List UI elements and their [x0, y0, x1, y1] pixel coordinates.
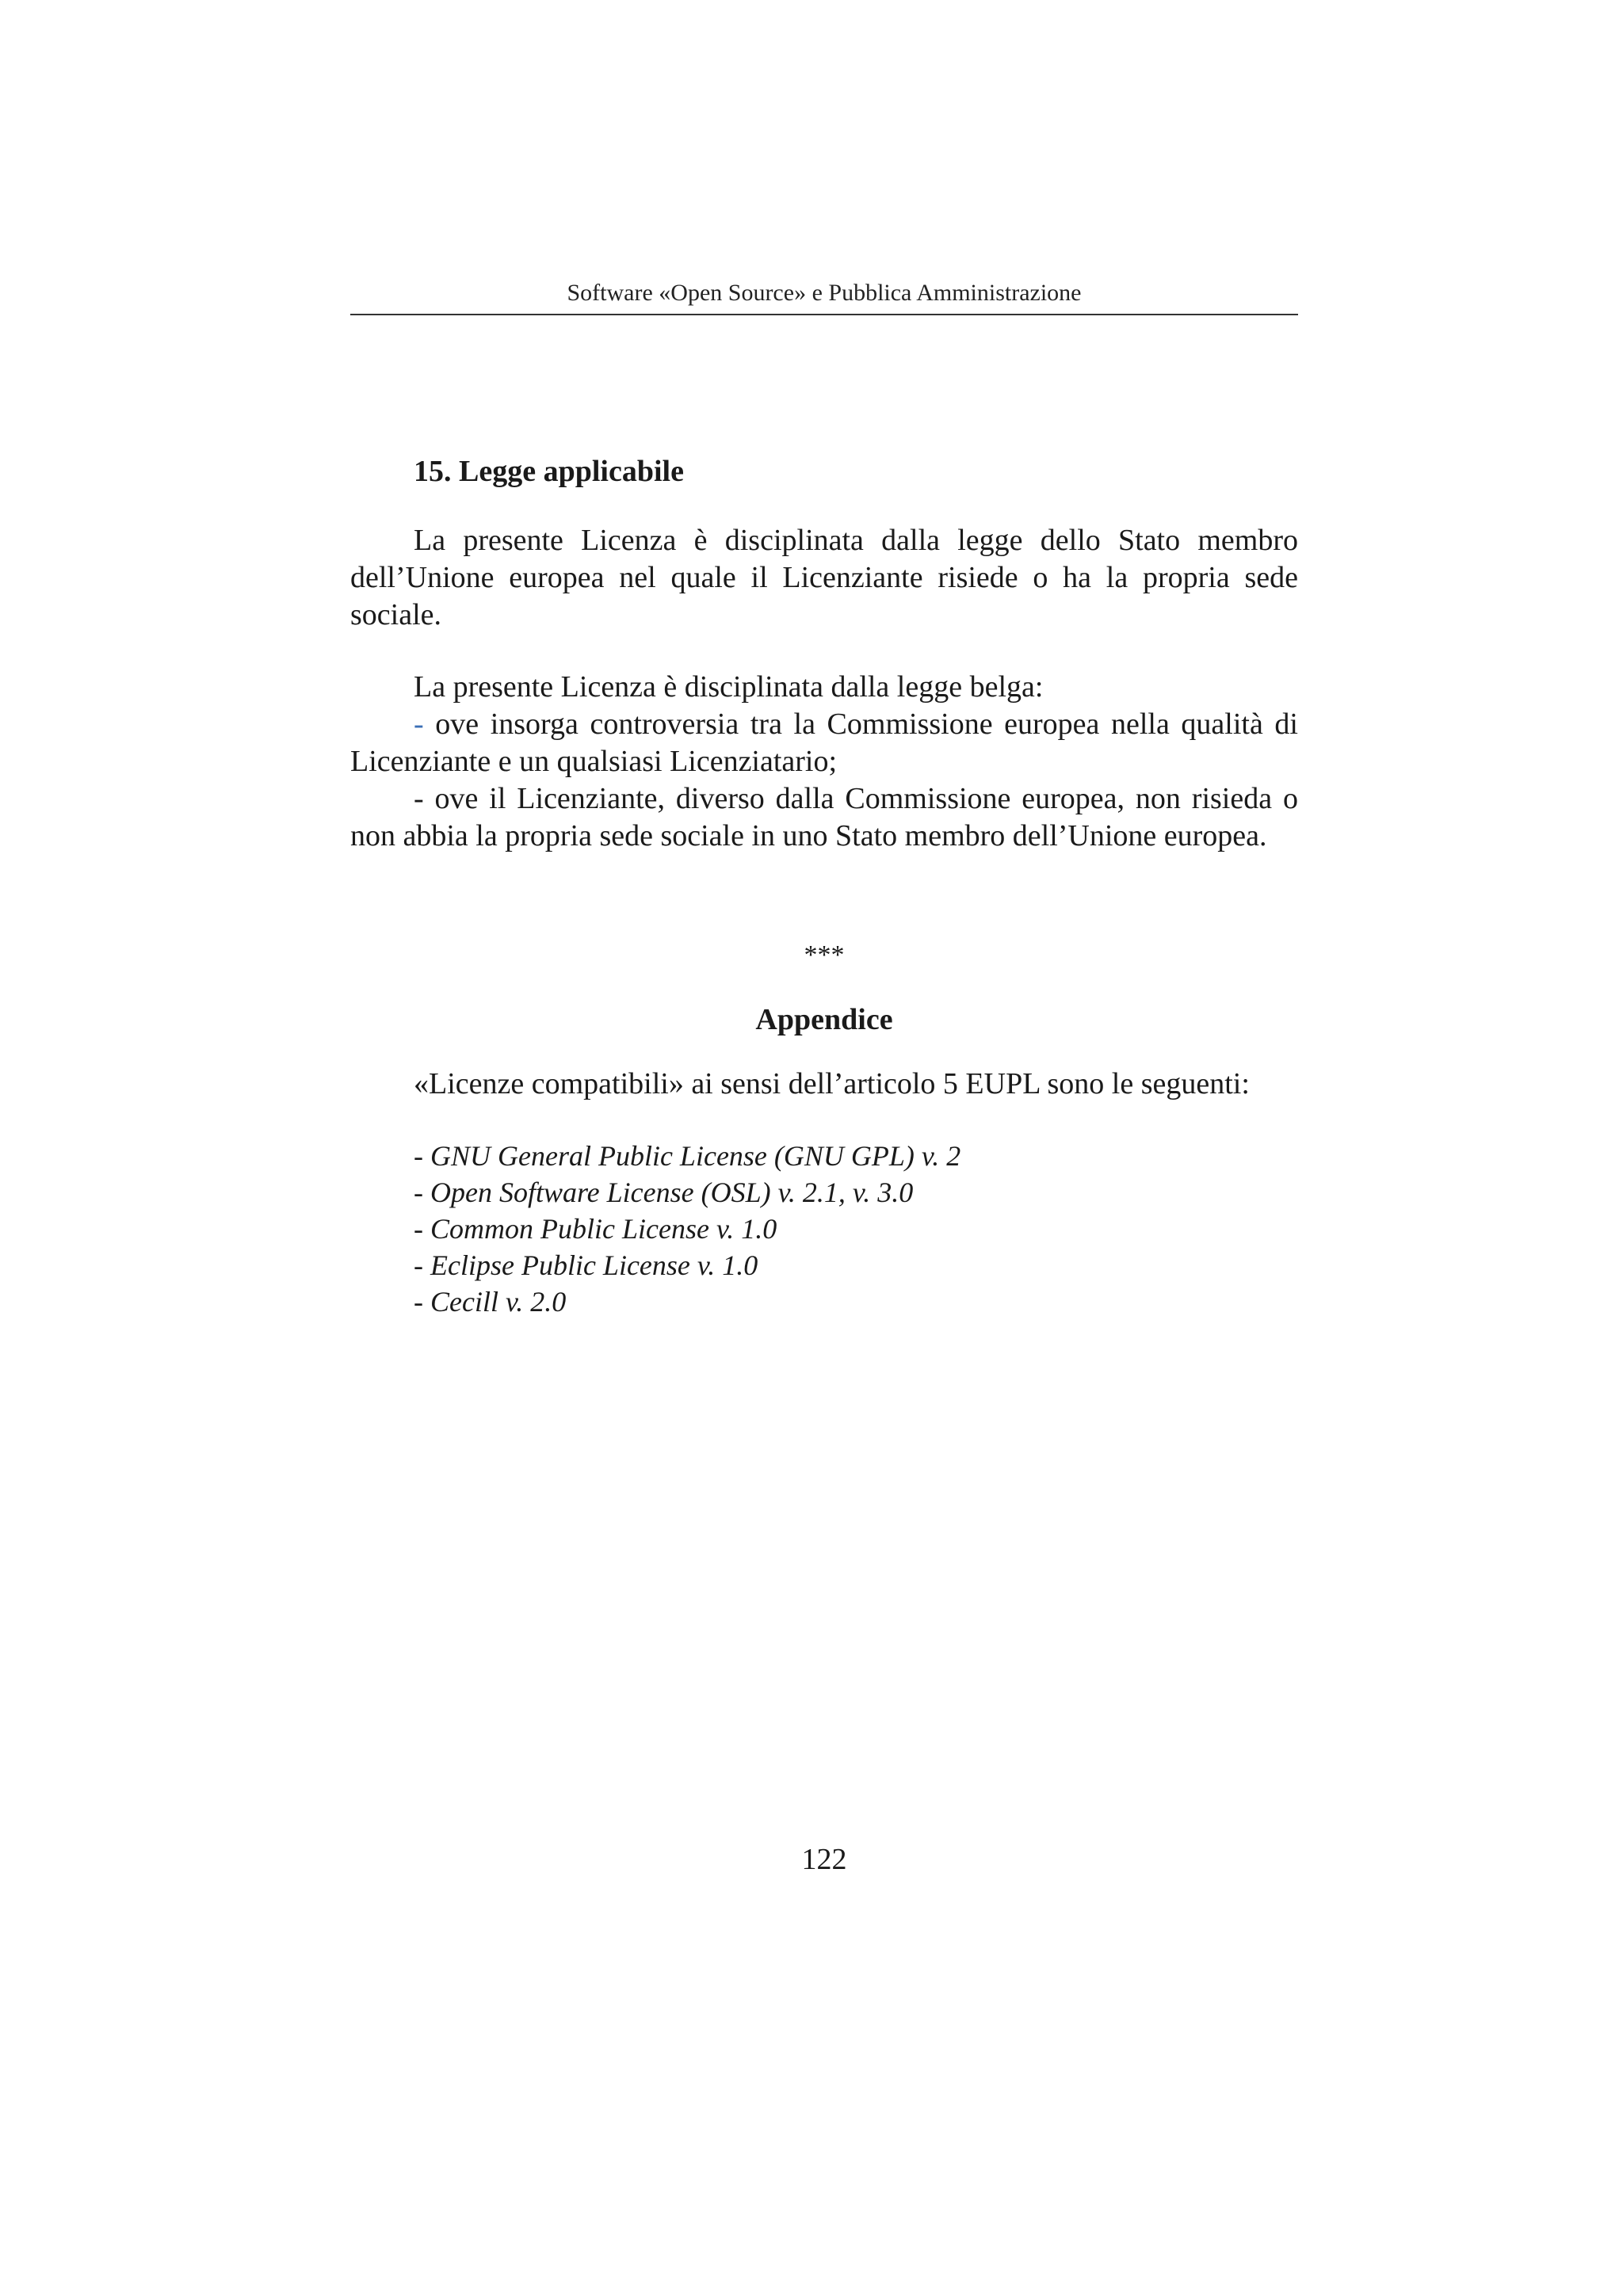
- list-item-text: ove insorga controversia tra la Commissione europea nella qualità di Licenziante e un qualsiasi Licenziatario;: [350, 707, 1298, 778]
- list-item-license: - Common Public License v. 1.0: [414, 1213, 777, 1245]
- section-title: 15. Legge applicabile: [414, 455, 684, 488]
- page-number: 122: [801, 1843, 847, 1876]
- paragraph-governing-law: La presente Licenza è disciplinata dalla legge dello Stato membro dell’Unione europea nel quale il Licenziante risiede o ha la propria sede sociale.: [350, 524, 1298, 631]
- list-item-belgian-law-1: [350, 706, 1298, 780]
- page-body: [350, 444, 1298, 1320]
- header-rule: [350, 314, 1298, 315]
- list-item-license: - Eclipse Public License v. 1.0: [414, 1249, 758, 1281]
- list-item-belgian-law-2: - ove il Licenziante, diverso dalla Commissione europea, non risieda o non abbia la propria sede sociale in uno Stato membro dell’Unione europea.: [350, 782, 1298, 852]
- running-header: Software «Open Source» e Pubblica Amministrazione: [567, 280, 1082, 306]
- license-list: [414, 1138, 1298, 1320]
- appendix-intro: «Licenze compatibili» ai sensi dell’articolo 5 EUPL sono le seguenti:: [414, 1067, 1250, 1100]
- appendix-title: Appendice: [755, 1003, 893, 1036]
- paragraph-belgian-law-intro: La presente Licenza è disciplinata dalla legge belga:: [414, 670, 1044, 704]
- dash-marker: -: [414, 707, 424, 741]
- list-item-license: - Cecill v. 2.0: [414, 1286, 567, 1318]
- section-separator: ***: [804, 940, 845, 970]
- list-item-license: - Open Software License (OSL) v. 2.1, v. 3.0: [414, 1177, 914, 1208]
- list-item-license: - GNU General Public License (GNU GPL) v. 2: [414, 1140, 961, 1172]
